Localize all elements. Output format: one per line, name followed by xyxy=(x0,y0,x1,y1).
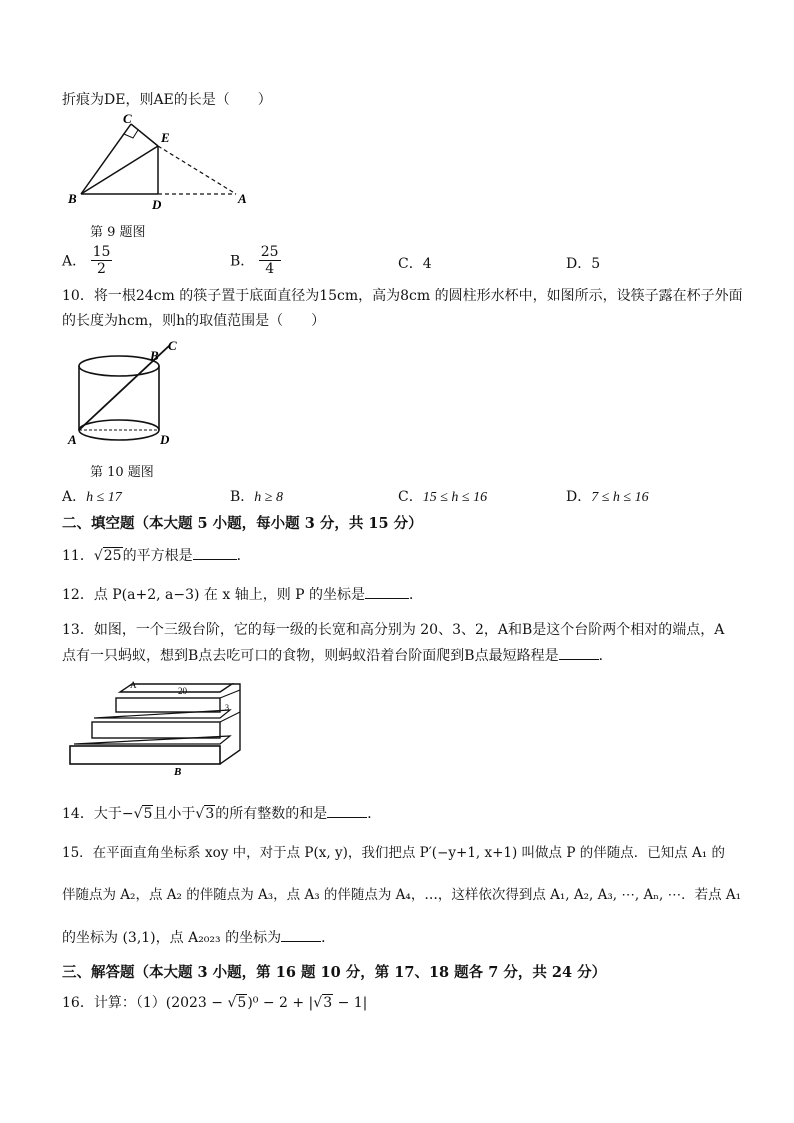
q13-line1: 13．如图，一个三级台阶，它的每一级的长宽和高分别为 20、3、2，A和B是这个台阶两个相对的端点，A xyxy=(62,622,725,638)
q13-label-3: 3 xyxy=(225,703,229,712)
q10-label-d: D xyxy=(160,432,170,447)
q13-label-20: 20 xyxy=(178,686,187,696)
q12: 12．点 P(a+2, a−3) 在 x 轴上，则 P 的坐标是 ． xyxy=(62,584,423,605)
q10-label-a: A xyxy=(68,432,77,447)
section-solve-heading: 三、解答题（本大题 3 小题，第 16 题 10 分，第 17、18 题各 7 分，共 24 分） xyxy=(62,964,607,981)
q15-line3: 的坐标为 (3,1)，点 A₂₀₂₃ 的坐标为 ． xyxy=(62,927,335,948)
q10-label-b: B xyxy=(150,348,159,363)
q16: 16．计算：（1）(2023 − √5)⁰ − 2 + |√3 − 1| xyxy=(62,995,368,1011)
q13-answer-blank xyxy=(559,645,599,660)
q11: 11．√25的平方根是 ． xyxy=(62,545,251,566)
q15-line1: 15．在平面直角坐标系 xoy 中，对于点 P(x, y)，我们把点 P′(−y+1, x+1) 叫做点 P 的伴随点．已知点 A₁ 的 xyxy=(62,845,725,861)
q10-cylinder-figure xyxy=(62,336,192,448)
q11-answer-blank xyxy=(193,545,237,560)
q10-line1: 10．将一根24cm 的筷子置于底面直径为15cm，高为8cm 的圆柱形水杯中，如图所示，设筷子露在杯子外面 xyxy=(62,288,743,304)
q9-triangle-figure xyxy=(62,112,262,214)
q9-option-a: A． $\frac{15}{2}$ xyxy=(62,244,111,277)
q15-answer-blank xyxy=(281,927,321,942)
q14-answer-blank xyxy=(327,803,367,818)
q13-label-a: A xyxy=(130,680,137,690)
q9-label-b: B xyxy=(68,191,77,206)
q10-option-b: B．h ≥ 8 xyxy=(230,489,283,505)
q9-label-e: E xyxy=(161,130,170,145)
q13-line2: 点有一只蚂蚁，想到B点去吃可口的食物，则蚂蚁沿着台阶面爬到B点最短路程是 ． xyxy=(62,645,613,666)
q10-option-c: C．15 ≤ h ≤ 16 xyxy=(398,489,488,505)
q10-option-a: A．h ≤ 17 xyxy=(62,489,122,505)
q9-stem: 折痕为DE，则AE的长是（ ） xyxy=(62,92,272,108)
q10-option-d: D．7 ≤ h ≤ 16 xyxy=(566,489,649,505)
q9-label-d: D xyxy=(152,197,162,212)
q14: 14．大于−√5且小于√3的所有整数的和是 ． xyxy=(62,803,381,824)
section-fill-in-heading: 二、填空题（本大题 5 小题，每小题 3 分，共 15 分） xyxy=(62,515,423,532)
q10-line2: 的长度为hcm，则h的取值范围是（ ） xyxy=(62,313,326,329)
q9-label-a: A xyxy=(238,191,247,206)
q10-label-c: C xyxy=(168,338,177,353)
q12-answer-blank xyxy=(365,584,409,599)
q15-line2: 伴随点为 A₂，点 A₂ 的伴随点为 A₃，点 A₃ 的伴随点为 A₄，…，这样依次得到点 A₁, A₂, A₃, ⋯, Aₙ, ⋯．若点 A₁ xyxy=(62,887,742,903)
q9-caption: 第 9 题图 xyxy=(90,225,146,240)
q9-option-b: B． $\frac{25}{4}$ xyxy=(230,244,279,277)
q13-stairs-figure xyxy=(62,678,262,778)
q9-option-d: D．5 xyxy=(566,256,601,272)
q9-option-c: C．4 xyxy=(398,256,432,272)
q10-caption: 第 10 题图 xyxy=(90,465,154,480)
q9-label-c: C xyxy=(123,112,132,126)
q13-label-b: B xyxy=(174,766,182,778)
